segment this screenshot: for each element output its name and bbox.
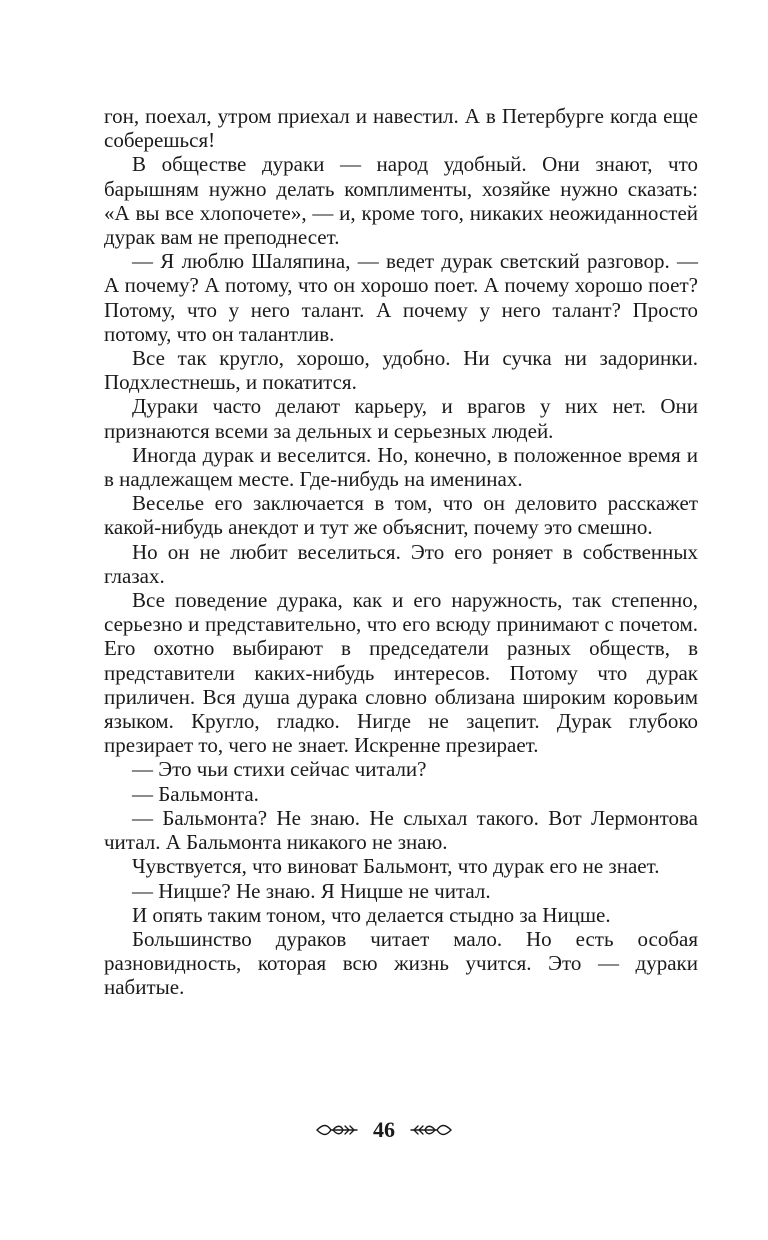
paragraph: Все так кругло, хорошо, удобно. Ни сучка ни задоринки. Подхлестнешь, и покатится. <box>104 346 698 395</box>
paragraph: Веселье его заключается в том, что он деловито расскажет какой-нибудь анекдот и тут же объяснит, почему это смешно. <box>104 491 698 540</box>
paragraph: гон, поехал, утром приехал и навестил. А в Петербурге когда еще соберешься! <box>104 104 698 153</box>
paragraph: Чувствуется, что виноват Бальмонт, что дурак его не знает. <box>132 854 660 879</box>
paragraph: Но он не любит веселиться. Это его роняет в собственных глазах. <box>104 539 698 588</box>
page-number: 46 <box>373 1117 395 1142</box>
page-body <box>104 104 698 1000</box>
paragraph: — Ницше? Не знаю. Я Ницше не читал. <box>132 878 491 903</box>
paragraph: В обществе дураки — народ удобный. Они знают, что барышням нужно делать комплименты, хозяйке нужно сказать: «А вы все хлопочете», — и, кроме того, никаких неожиданностей дурак вам не преподнесет. <box>104 152 698 250</box>
paragraph: — Я люблю Шаляпина, — ведет дурак светский разговор. — А почему? А потому, что он хорошо поет. А почему хорошо поет? Потому, что у него талант. А почему у него талант? Просто потому, что он талантлив. <box>104 249 698 346</box>
paragraph: И опять таким тоном, что делается стыдно за Ницше. <box>132 902 611 927</box>
paragraph: Все поведение дурака, как и его наружность, так степенно, серьезно и представительно, что его всюду принимают с почетом. Его охотно выбирают в председатели разных обществ, в представители каких-нибудь интересов. Потому что дурак приличен. Вся душа дурака словно облизана широким коровьим языком. Кругло, гладко. Нигде не зацепит. Дурак глубоко презирает то, чего не знает. Искренне презирает. <box>104 588 698 758</box>
paragraph: — Это чьи стихи сейчас читали? <box>132 757 427 782</box>
paragraph: Иногда дурак и веселится. Но, конечно, в положенное время и в надлежащем месте. Где-нибудь на именинах. <box>104 442 698 492</box>
paragraph: Большинство дураков читает мало. Но есть особая разновидность, которая всю жизнь учится. Это — дураки набитые. <box>104 926 698 1000</box>
paragraph: Дураки часто делают карьеру, и врагов у них нет. Они признаются всеми за дельных и серьезных людей. <box>104 394 698 443</box>
right-ornament-icon <box>409 1121 453 1139</box>
page-footer <box>0 1117 768 1143</box>
paragraph: — Бальмонта? Не знаю. Не слыхал такого. Вот Лермонтова читал. А Бальмонта никакого не знаю. <box>104 805 698 855</box>
left-ornament-icon <box>315 1121 359 1139</box>
paragraph: — Бальмонта. <box>132 781 259 806</box>
